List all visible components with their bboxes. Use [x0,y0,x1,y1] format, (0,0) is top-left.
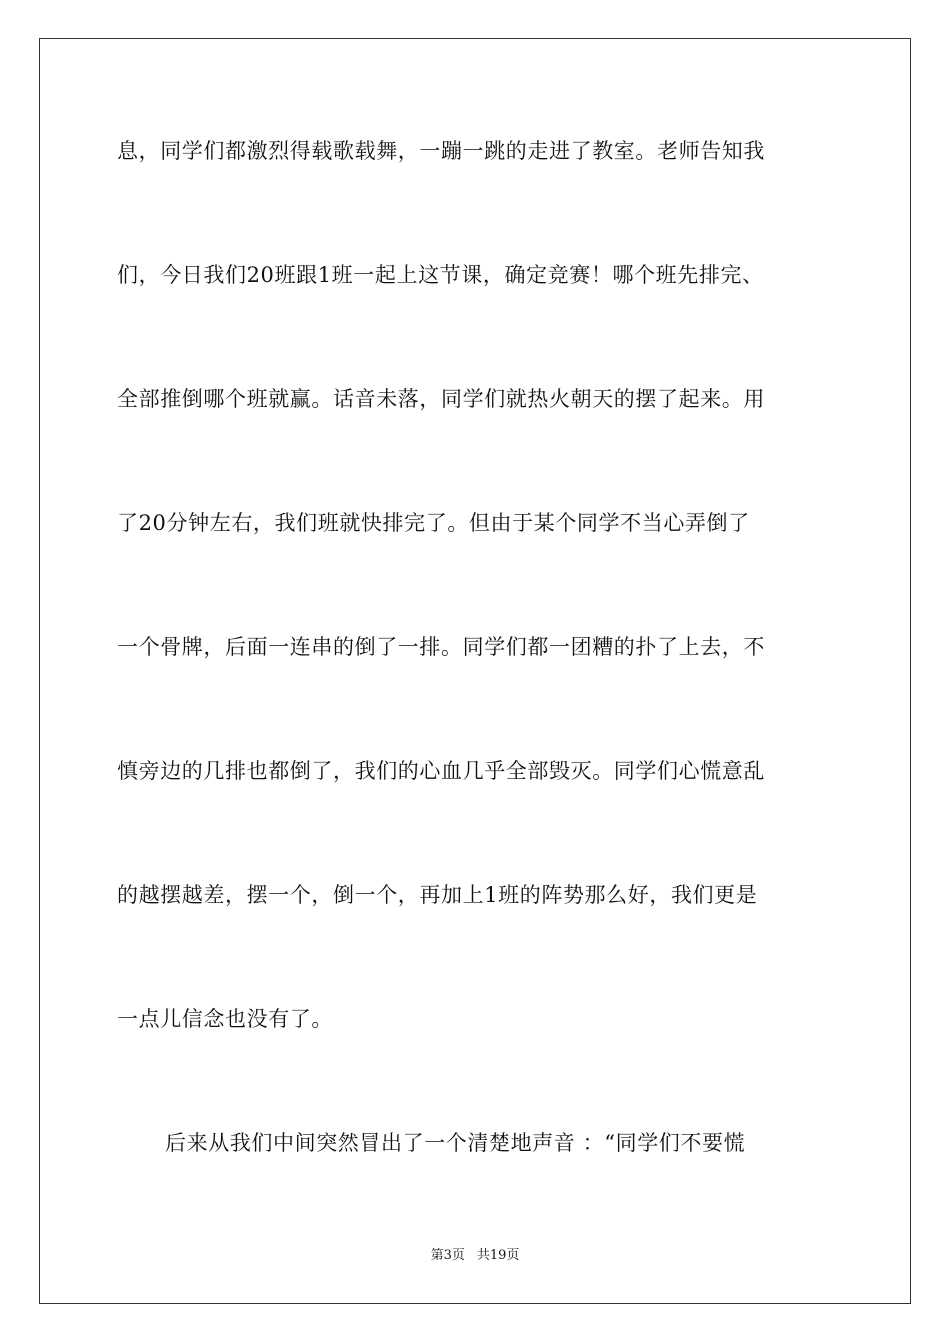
body-text-line-8: 一点儿信念也没有了。 [117,1007,333,1031]
page-total: 共19页 [476,1248,520,1263]
body-text-line-9: 后来从我们中间突然冒出了一个清楚地声音 ：“同学们不要慌 [165,1131,746,1155]
body-text-line-2: 们，今日我们20班跟1班一起上这节课，确定竞赛！哪个班先排完、 [117,263,764,287]
page-border [39,38,911,1304]
body-text-line-6: 慎旁边的几排也都倒了，我们的心血几乎全部毁灭。同学们心慌意乱 [117,759,765,783]
body-text-line-7: 的越摆越差，摆一个，倒一个，再加上1班的阵势那么好，我们更是 [117,883,758,907]
page-number: 第3页 [430,1248,465,1263]
body-text-line-3: 全部推倒哪个班就赢。话音未落，同学们就热火朝天的摆了起来。用 [117,387,765,411]
page-footer [0,1247,950,1265]
body-text-line-5: 一个骨牌，后面一连串的倒了一排。同学们都一团糟的扑了上去，不 [117,635,765,659]
body-text-line-1: 息，同学们都激烈得载歌载舞，一蹦一跳的走进了教室。老师告知我 [117,139,765,163]
body-text-line-4: 了20分钟左右，我们班就快排完了。但由于某个同学不当心弄倒了 [117,511,750,535]
